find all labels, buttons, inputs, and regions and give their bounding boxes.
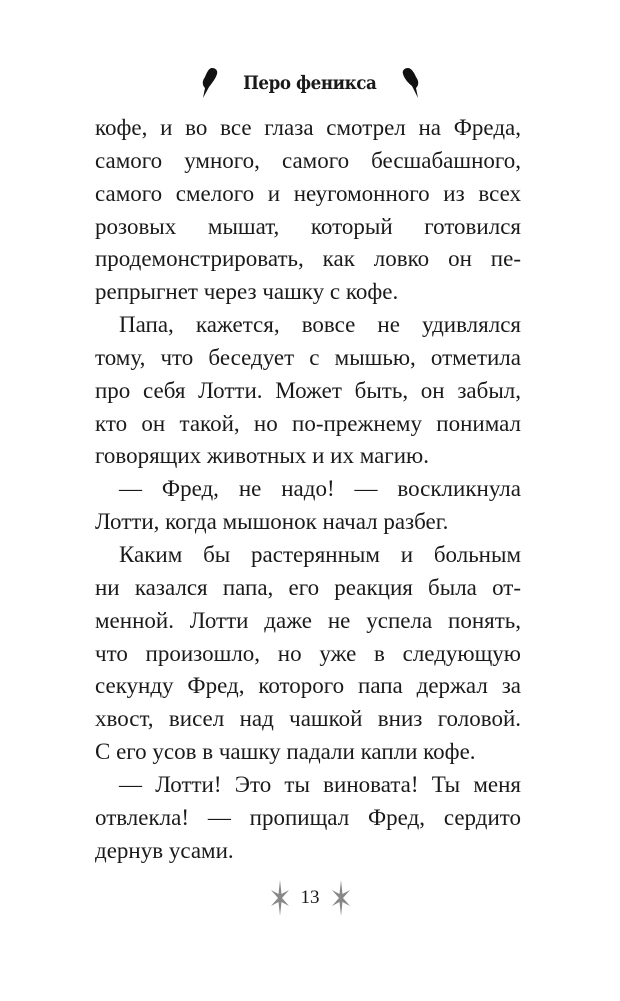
bird-icon bbox=[198, 66, 220, 100]
text-line: менной. Лотти даже не успела понять, bbox=[95, 607, 521, 633]
text-line: секунду Фред, которого папа держал за bbox=[95, 673, 521, 699]
text-line: Каким бы растерянным и больным bbox=[119, 541, 521, 567]
star-ornament-icon bbox=[332, 880, 350, 916]
text-line: — Фред, не надо! — воскликнула bbox=[119, 476, 521, 502]
page-number: 13 bbox=[300, 887, 320, 908]
text-line: кофе, и во все глаза смотрел на Фреда, bbox=[95, 115, 521, 140]
text-line: говорящих животных и их магию. bbox=[95, 443, 429, 469]
text-line: самого умного, самого бесшабашного, bbox=[95, 147, 521, 173]
text-line: репрыгнет через чашку с кофе. bbox=[95, 279, 399, 305]
bird-icon bbox=[400, 66, 422, 100]
text-line: отвлекла! — пропищал Фред, сердито bbox=[95, 804, 521, 830]
text-line: дернув усами. bbox=[95, 837, 234, 863]
text-line: Лотти, когда мышонок начал разбег. bbox=[95, 509, 449, 535]
text-line: что произошло, но уже в следующую bbox=[95, 640, 521, 666]
paragraph bbox=[95, 769, 521, 868]
text-line: ни казался папа, его реакция была от- bbox=[95, 574, 521, 600]
text-line: продемонстрировать, как ловко он пе- bbox=[95, 246, 521, 272]
text-line: самого смелого и неугомонного из всех bbox=[95, 180, 521, 206]
text-line: кто он такой, но по-прежнему понимал bbox=[95, 410, 521, 436]
running-header bbox=[0, 66, 620, 100]
body-text bbox=[95, 112, 521, 867]
paragraph bbox=[95, 473, 521, 539]
paragraph bbox=[95, 539, 521, 769]
star-ornament-icon bbox=[271, 880, 289, 916]
text-line: Папа, кажется, вовсе не удивлялся bbox=[119, 312, 521, 338]
text-line: — Лотти! Это ты виновата! Ты меня bbox=[119, 771, 521, 797]
text-line: про себя Лотти. Может быть, он забыл, bbox=[95, 377, 521, 403]
text-line: С его усов в чашку падали капли кофе. bbox=[95, 739, 476, 765]
page-footer bbox=[0, 880, 620, 916]
text-line: розовых мышат, который готовился bbox=[95, 213, 521, 239]
text-line: тому, что беседует с мышью, отметила bbox=[95, 344, 521, 370]
paragraph bbox=[95, 112, 521, 309]
book-title: Перо феникса bbox=[243, 72, 377, 94]
paragraph bbox=[95, 309, 521, 473]
text-line: хвост, висел над чашкой вниз головой. bbox=[95, 706, 521, 732]
